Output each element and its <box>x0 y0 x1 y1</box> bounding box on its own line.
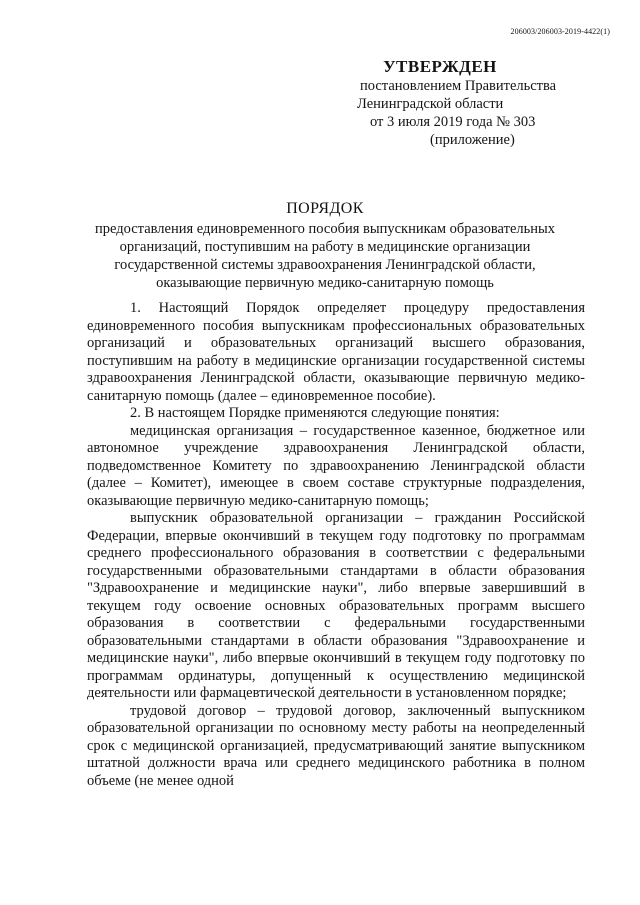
approval-stamp <box>300 58 560 149</box>
approval-line-4: (приложение) <box>430 132 515 148</box>
approval-line-1: постановлением Правительства <box>360 78 557 94</box>
paragraph-5: трудовой договор – трудовой договор, заключенный выпускником образовательной организации по основному месту работы на неопределенный срок с медицинской организацией, предусматривающий занятие выпускником штатной должности врача или среднего медицинского работника в полном объеме (не менее одной <box>87 702 585 789</box>
document-id: 206003/206003-2019-4422(1) <box>510 27 610 36</box>
approval-line-3: от 3 июля 2019 года № 303 <box>370 114 536 130</box>
document-subtitle: предоставления единовременного пособия выпускникам образовательных организаций, поступившим на работу в медицинские организации государственной системы здравоохранения Ленинградской области, оказывающие первичную медико-санитарную помощь <box>95 221 555 291</box>
approval-line-2: Ленинградской области <box>357 96 504 112</box>
paragraph-4: выпускник образовательной организации – гражданин Российской Федерации, впервые окончивший в текущем году подготовку по программам среднего профессионального образования в соответствии с федеральными государственными образовательными стандартами в области образования "Здравоохранение и медицинские науки", либо впервые завершивший в текущем году освоение основных образовательных программ высшего образования в соответствии с федеральными государственными образовательными стандартами в области образования "Здравоохранение и медицинские науки", либо впервые окончивший в текущем году подготовку по программам ординатуры, допущенный к осуществлению медицинской деятельности или фармацевтической деятельности в установленном порядке; <box>87 510 585 701</box>
document-title: ПОРЯДОК <box>286 200 364 217</box>
paragraph-3: медицинская организация – государственное казенное, бюджетное или автономное учреждение здравоохранения Ленинградской области, подведомственное Комитету по здравоохранению Ленинградской области (далее – Комитет), имеющее в своем составе структурные подразделения, оказывающие первичную медико-санитарную помощь; <box>87 422 585 509</box>
paragraph-1: 1. Настоящий Порядок определяет процедуру предоставления единовременного пособия выпускникам профессиональных образовательных организаций и образовательных организаций высшего образования, поступившим на работу в медицинские организации государственной системы здравоохранения Ленинградской области, оказывающие первичную медико-санитарную помощь (далее – единовременное пособие). <box>87 300 585 404</box>
paragraph-2: 2. В настоящем Порядке применяются следующие понятия: <box>130 405 500 421</box>
approval-title: УТВЕРЖДЕН <box>383 57 497 76</box>
document-body <box>87 300 585 790</box>
document-title-block <box>75 200 575 292</box>
